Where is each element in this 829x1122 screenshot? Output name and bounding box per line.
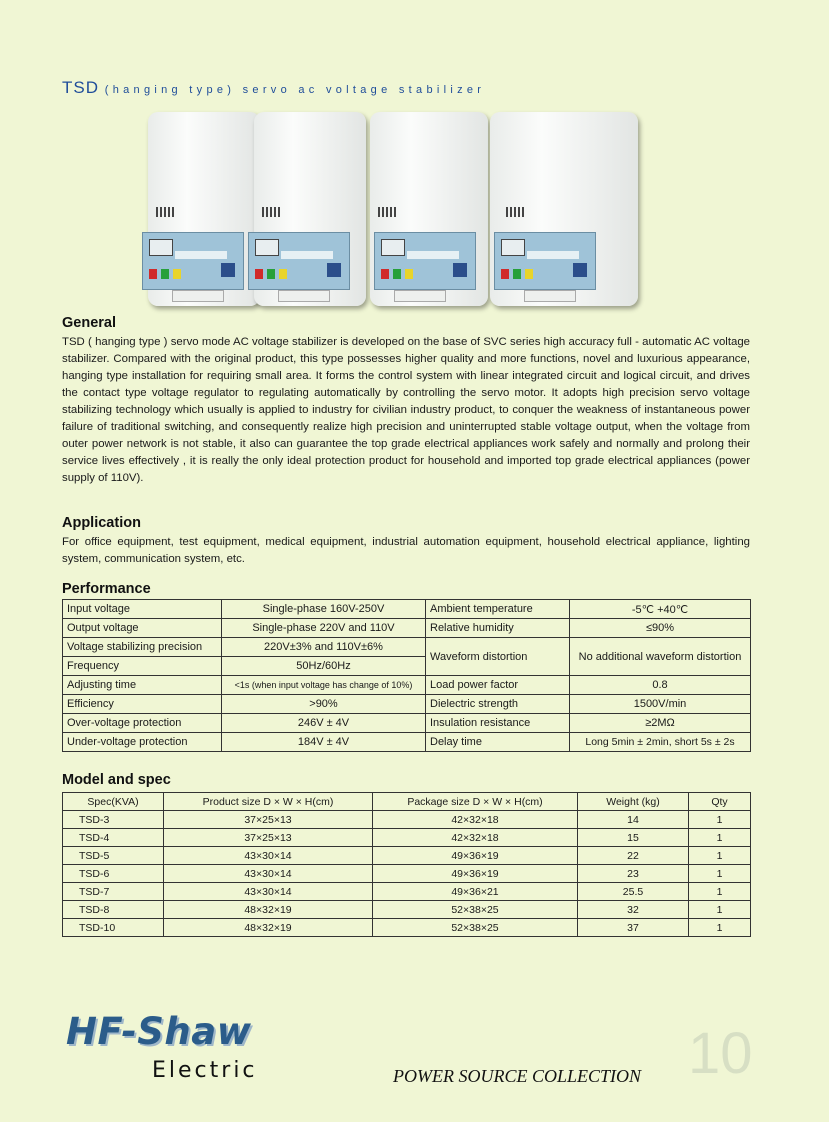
brand-logo: HF-Shaw <box>66 1010 252 1053</box>
collection-label: POWER SOURCE COLLECTION <box>393 1066 642 1086</box>
table-row: Frequency 50Hz/60Hz <box>63 657 751 676</box>
model-heading: Model and spec <box>62 772 171 788</box>
table-row: Voltage stabilizing precision 220V±3% and 110V±6% Waveform distortion No additional waveform distortion <box>63 638 751 657</box>
stabilizer-unit-1 <box>148 112 260 306</box>
general-heading: General <box>62 315 116 331</box>
table-row: TSD-8 48×32×19 52×38×25 32 1 <box>63 901 751 919</box>
page-number: 10 <box>688 1021 753 1086</box>
model-spec-table <box>62 792 751 937</box>
title-sub: (hanging type) servo ac voltage stabilizer <box>104 84 486 96</box>
title-main: TSD <box>62 78 99 97</box>
table-row: TSD-7 43×30×14 49×36×21 25.5 1 <box>63 883 751 901</box>
general-text: TSD ( hanging type ) servo mode AC voltage stabilizer is developed on the base of SVC series high accuracy full - automatic AC voltage stabilizer. Compared with the original product, this type possesses higher quality and more functions, novel and luxurious appearance, hanging type installation for requiring small area. It forms the control system with linear integrated circuit and logical circuit, and drives the contact type voltage regulator to regulating automatically by controlling the servo motor. It adopts high precision servo voltage stabilizing technology which usually is applied to industry for civilian industry product, to conquer the weakness of instantaneous power failure of traditional switching, and consequently realize high precision and uninterrupted stable voltage output, when the voltage from outer power network is not stable, it also can guarantee the top grade electrical appliances work safely and normally and prolong their service lives effectively , it is really the only ideal protection product for household and imported top grade electrical appliances (power supply of 110V). <box>62 336 750 484</box>
brand-subtitle: Electric <box>152 1058 258 1083</box>
stabilizer-unit-2 <box>254 112 366 306</box>
stabilizer-unit-3 <box>370 112 488 306</box>
table-row: TSD-3 37×25×13 42×32×18 14 1 <box>63 811 751 829</box>
table-row: TSD-6 43×30×14 49×36×19 23 1 <box>63 865 751 883</box>
product-photo <box>148 112 640 312</box>
table-row: Adjusting time <1s (when input voltage has change of 10%) Load power factor 0.8 <box>63 676 751 695</box>
stabilizer-unit-4 <box>490 112 638 306</box>
table-row: TSD-4 37×25×13 42×32×18 15 1 <box>63 829 751 847</box>
table-row: Over-voltage protection 246V ± 4V Insulation resistance ≥2MΩ <box>63 714 751 733</box>
performance-heading: Performance <box>62 581 151 597</box>
application-heading: Application <box>62 515 141 531</box>
table-row: TSD-5 43×30×14 49×36×19 22 1 <box>63 847 751 865</box>
table-row: Efficiency >90% Dielectric strength 1500V/min <box>63 695 751 714</box>
table-row: Under-voltage protection 184V ± 4V Delay time Long 5min ± 2min, short 5s ± 2s <box>63 733 751 752</box>
table-row: Output voltage Single-phase 220V and 110V Relative humidity ≤90% <box>63 619 751 638</box>
application-text: For office equipment, test equipment, medical equipment, industrial automation equipment, household electrical appliance, lighting system, communication system, etc. <box>62 536 750 565</box>
performance-table <box>62 599 751 752</box>
page-title <box>62 78 485 98</box>
table-header-row: Spec(KVA) Product size D × W × H(cm) Package size D × W × H(cm) Weight (kg) Qty <box>63 793 751 811</box>
table-row: Input voltage Single-phase 160V-250V Ambient temperature -5℃ +40℃ <box>63 600 751 619</box>
table-row: TSD-10 48×32×19 52×38×25 37 1 <box>63 919 751 937</box>
